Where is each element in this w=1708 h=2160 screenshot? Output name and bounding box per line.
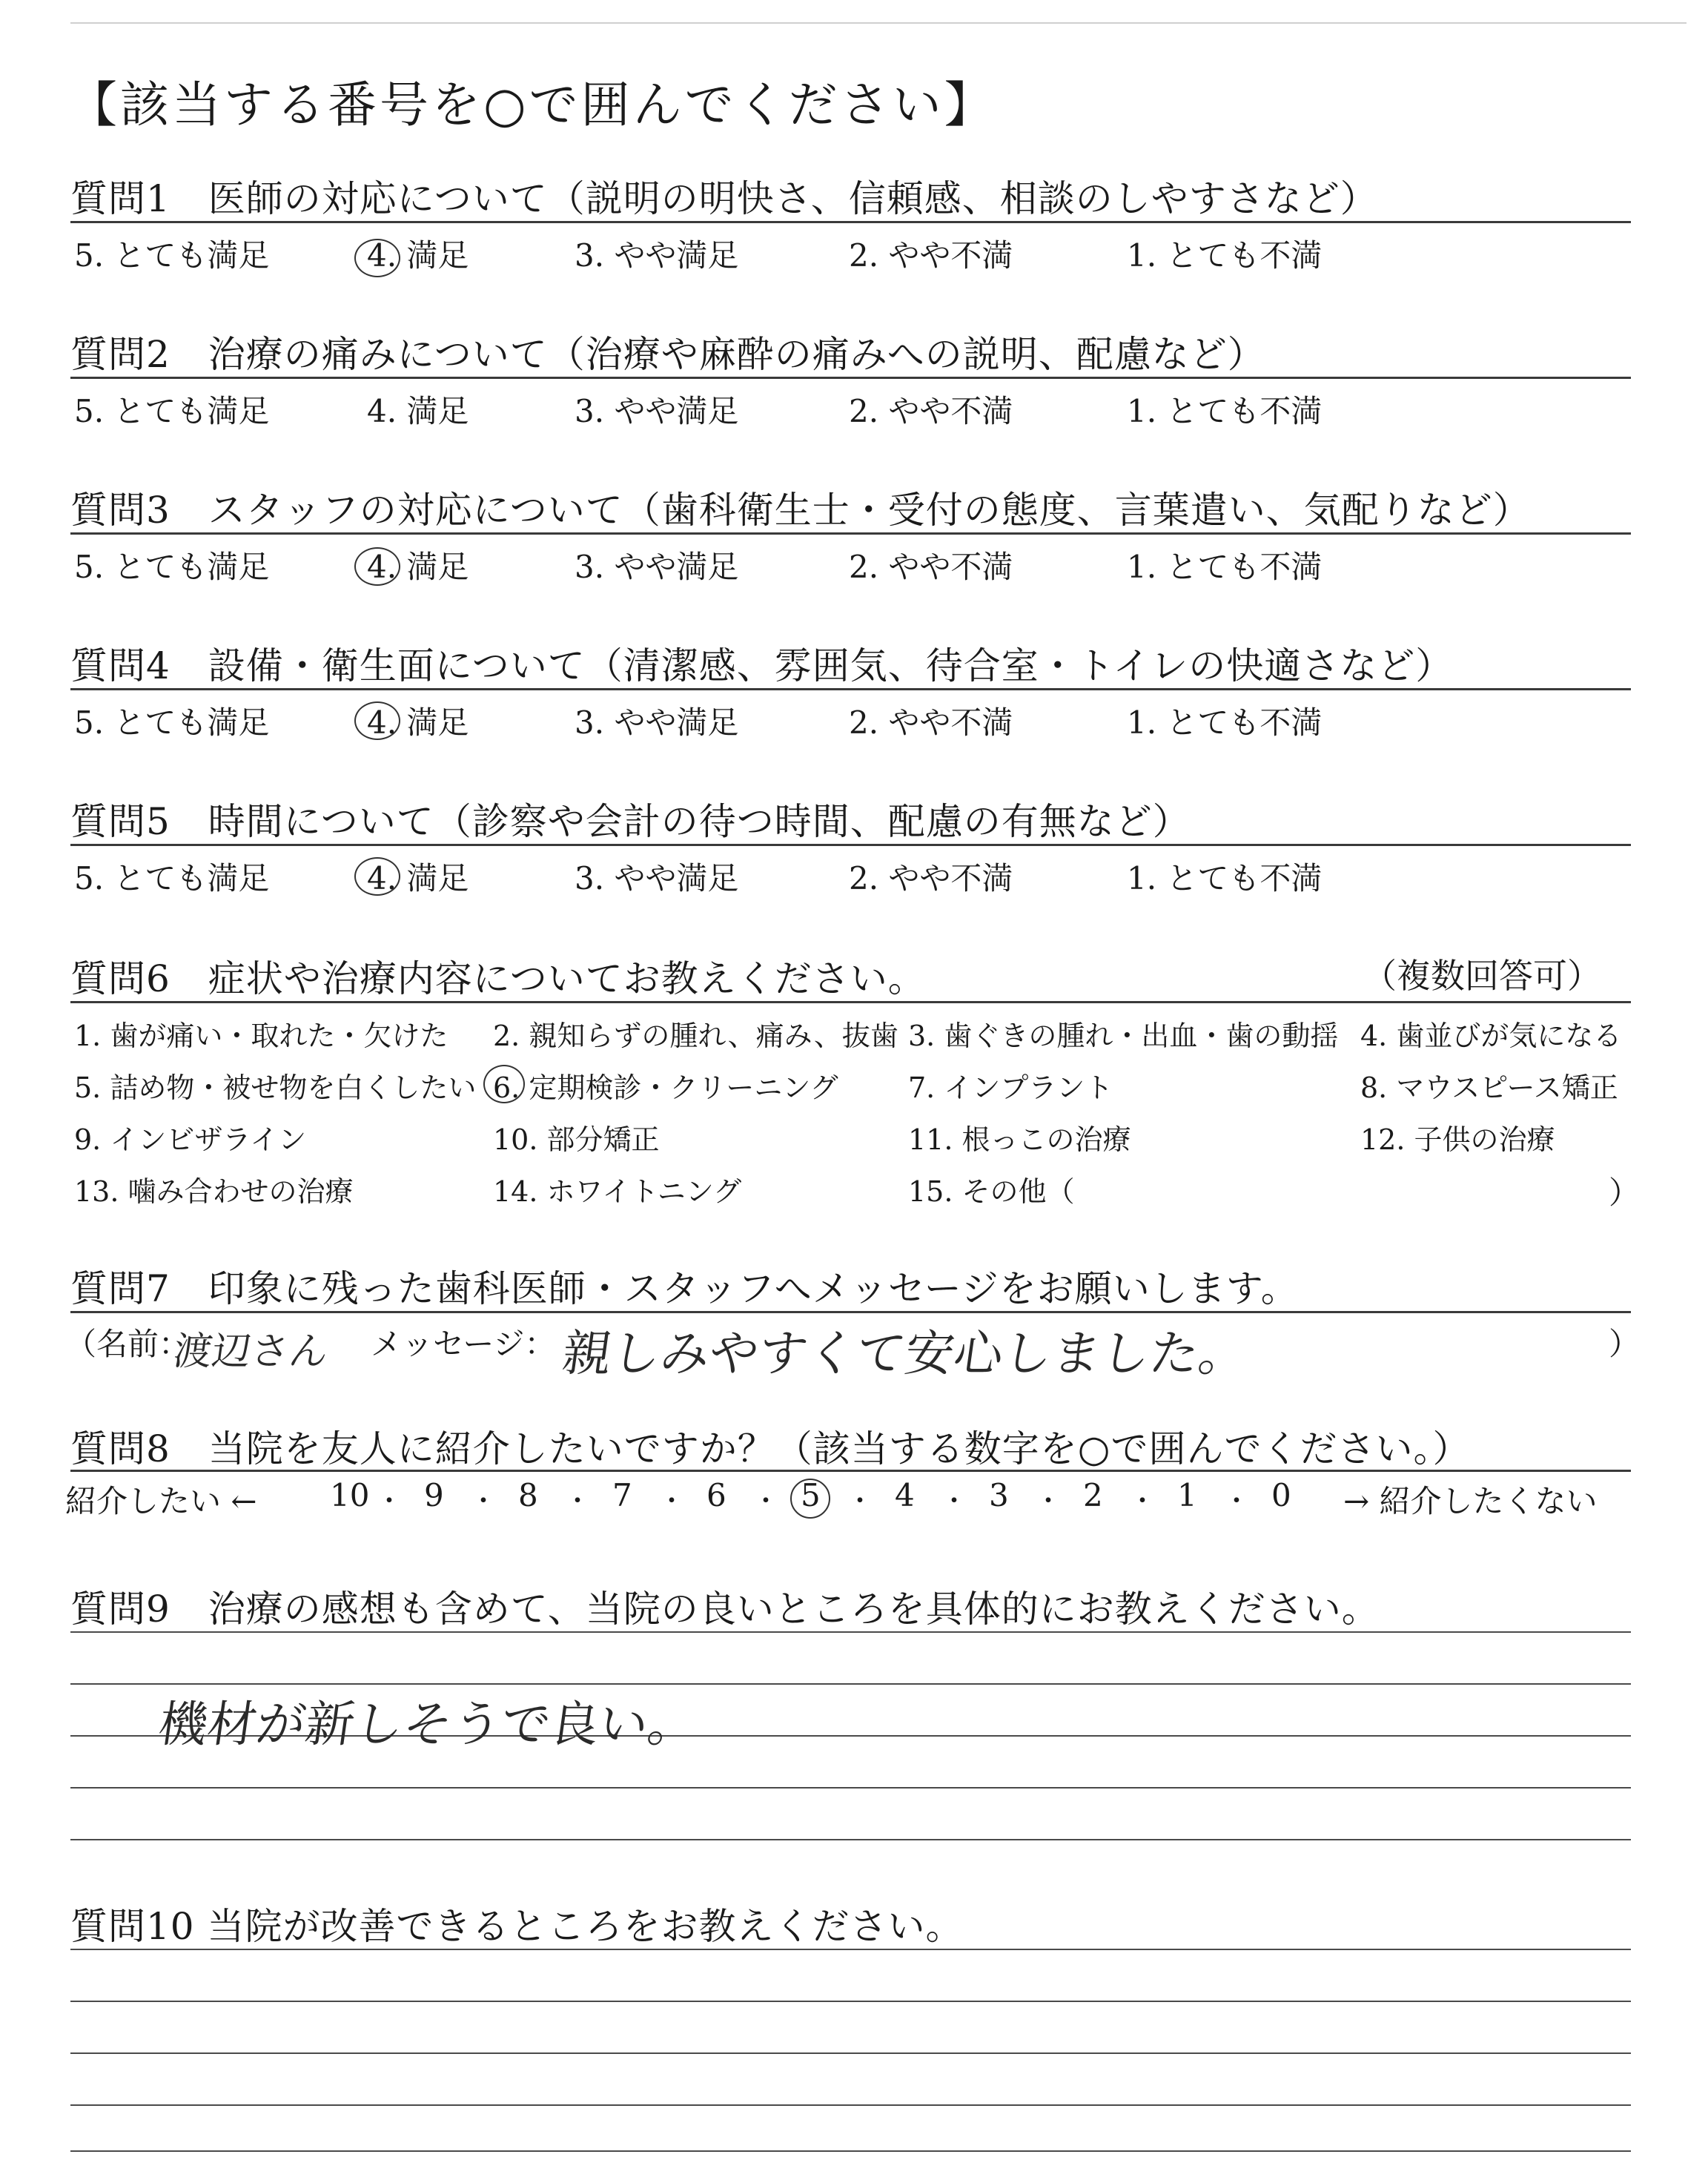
q4-rule bbox=[70, 688, 1631, 690]
q8-scale-3[interactable]: 3 bbox=[989, 1477, 1009, 1513]
q7-rule bbox=[70, 1311, 1631, 1313]
q10-line-4 bbox=[70, 2104, 1631, 2106]
q8-scale-separator: ・ bbox=[1129, 1486, 1156, 1516]
q6-option-7[interactable]: 7. インプラント bbox=[908, 1071, 1113, 1104]
q8-scale-1[interactable]: 1 bbox=[1177, 1477, 1197, 1513]
q1-option-2[interactable]: 2. やや不満 bbox=[849, 237, 1013, 274]
q10-line-1 bbox=[70, 1949, 1631, 1950]
q8-scale-separator: ・ bbox=[470, 1486, 497, 1516]
q1-heading: 質問1 医師の対応について（説明の明快さ、信頼感、相談のしやすさなど） bbox=[70, 177, 1378, 220]
q2-option-4[interactable]: 4. 満足 bbox=[367, 393, 469, 429]
q6-option-9[interactable]: 9. インビザライン bbox=[74, 1123, 307, 1156]
q8-heading: 質問8 当院を友人に紹介したいですか？（該当する数字を○で囲んでください。） bbox=[70, 1427, 1471, 1470]
q2-option-5[interactable]: 5. とても満足 bbox=[74, 393, 270, 429]
q8-scale-7[interactable]: 7 bbox=[612, 1477, 632, 1513]
q6-option-1[interactable]: 1. 歯が痛い・取れた・欠けた bbox=[74, 1020, 448, 1052]
q6-option-6[interactable]: 6. 定期検診・クリーニング bbox=[493, 1071, 838, 1104]
q1-option-1[interactable]: 1. とても不満 bbox=[1127, 237, 1323, 274]
q6-selection-circle bbox=[483, 1065, 525, 1103]
q3-selection-circle bbox=[354, 547, 400, 586]
q3-rule bbox=[70, 532, 1631, 535]
q9-line-4 bbox=[70, 1787, 1631, 1789]
q6-option-5[interactable]: 5. 詰め物・被せ物を白くしたい bbox=[74, 1071, 477, 1104]
q8-scale-0[interactable]: 0 bbox=[1271, 1477, 1291, 1513]
q10-line-2 bbox=[70, 2001, 1631, 2002]
q1-option-3[interactable]: 3. やや満足 bbox=[575, 237, 739, 274]
q2-heading: 質問2 治療の痛みについて（治療や麻酔の痛みへの説明、配慮など） bbox=[70, 333, 1265, 376]
q5-selection-circle bbox=[354, 857, 400, 896]
q4-option-4[interactable]: 4. 満足 bbox=[367, 704, 469, 741]
q5-option-2[interactable]: 2. やや不満 bbox=[849, 860, 1013, 896]
q4-option-2[interactable]: 2. やや不満 bbox=[849, 704, 1013, 741]
q7-close-paren: ） bbox=[1609, 1326, 1641, 1362]
q8-selection-circle bbox=[790, 1479, 830, 1519]
q7-message-handwriting[interactable]: 親しみやすくて安心しました。 bbox=[558, 1325, 1252, 1382]
q3-option-1[interactable]: 1. とても不満 bbox=[1127, 549, 1323, 585]
q8-scale-separator: ・ bbox=[752, 1486, 780, 1516]
q5-option-4[interactable]: 4. 満足 bbox=[367, 860, 469, 896]
q3-heading: 質問3 スタッフの対応について（歯科衛生士・受付の態度、言葉遣い、気配りなど） bbox=[70, 489, 1531, 532]
q2-rule bbox=[70, 377, 1631, 379]
q9-heading: 質問9 治療の感想も含めて、当院の良いところを具体的にお教えください。 bbox=[70, 1588, 1380, 1631]
q7-heading: 質問7 印象に残った歯科医師・スタッフへメッセージをお願いします。 bbox=[70, 1267, 1299, 1310]
q6-option-3[interactable]: 3. 歯ぐきの腫れ・出血・歯の動揺 bbox=[908, 1020, 1339, 1052]
q10-line-3 bbox=[70, 2052, 1631, 2054]
q8-scale-separator: ・ bbox=[1223, 1486, 1251, 1516]
form-title: 【該当する番号を○で囲んでください】 bbox=[68, 76, 996, 133]
q2-option-2[interactable]: 2. やや不満 bbox=[849, 393, 1013, 429]
q3-option-3[interactable]: 3. やや満足 bbox=[575, 549, 739, 585]
q4-option-5[interactable]: 5. とても満足 bbox=[74, 704, 270, 741]
q8-scale-separator: ・ bbox=[658, 1486, 686, 1516]
q7-message-label: メッセージ： bbox=[371, 1326, 556, 1362]
q6-option-4[interactable]: 4. 歯並びが気になる bbox=[1360, 1020, 1622, 1052]
q10-heading: 質問10 当院が改善できるところをお教えください。 bbox=[70, 1905, 964, 1948]
q8-scale-separator: ・ bbox=[376, 1486, 403, 1516]
q4-selection-circle bbox=[354, 701, 400, 740]
q9-answer-handwriting[interactable]: 機材が新しそうで良い。 bbox=[154, 1696, 701, 1753]
q6-heading: 質問6 症状や治療内容についてお教えください。 bbox=[70, 957, 926, 1000]
q8-scale-10[interactable]: 10 bbox=[330, 1477, 370, 1513]
q9-line-1 bbox=[70, 1631, 1631, 1633]
q8-scale-separator: ・ bbox=[941, 1486, 968, 1516]
q1-option-4[interactable]: 4. 満足 bbox=[367, 237, 469, 274]
q6-option-11[interactable]: 11. 根っこの治療 bbox=[908, 1123, 1131, 1156]
q1-rule bbox=[70, 221, 1631, 223]
q8-rule bbox=[70, 1470, 1631, 1472]
q6-option-13[interactable]: 13. 噛み合わせの治療 bbox=[74, 1175, 354, 1208]
q5-option-5[interactable]: 5. とても満足 bbox=[74, 860, 270, 896]
q6-option-10[interactable]: 10. 部分矯正 bbox=[493, 1123, 660, 1156]
q4-option-3[interactable]: 3. やや満足 bbox=[575, 704, 739, 741]
q6-option-8[interactable]: 8. マウスピース矯正 bbox=[1360, 1071, 1618, 1104]
q1-selection-circle bbox=[354, 239, 400, 277]
q6-option-14[interactable]: 14. ホワイトニング bbox=[493, 1175, 742, 1208]
q6-option-2[interactable]: 2. 親知らずの腫れ、痛み、抜歯 bbox=[493, 1020, 898, 1052]
q3-option-4[interactable]: 4. 満足 bbox=[367, 549, 469, 585]
q8-scale-separator: ・ bbox=[847, 1486, 874, 1516]
q8-left-label: 紹介したい ← bbox=[65, 1483, 257, 1519]
q6-other-close-paren: ） bbox=[1609, 1175, 1641, 1211]
q5-option-3[interactable]: 3. やや満足 bbox=[575, 860, 739, 896]
q3-option-2[interactable]: 2. やや不満 bbox=[849, 549, 1013, 585]
q3-option-5[interactable]: 5. とても満足 bbox=[74, 549, 270, 585]
q8-scale-5[interactable]: 5 bbox=[801, 1477, 821, 1513]
q8-scale-6[interactable]: 6 bbox=[706, 1477, 726, 1513]
q8-scale-8[interactable]: 8 bbox=[518, 1477, 538, 1513]
q5-option-1[interactable]: 1. とても不満 bbox=[1127, 860, 1323, 896]
q8-scale-separator: ・ bbox=[1035, 1486, 1062, 1516]
q6-multiple-note: （複数回答可） bbox=[1363, 956, 1601, 996]
q8-scale-2[interactable]: 2 bbox=[1083, 1477, 1103, 1513]
q5-rule bbox=[70, 844, 1631, 846]
q8-right-label: → 紹介したくない bbox=[1343, 1483, 1598, 1519]
q8-scale-separator: ・ bbox=[564, 1486, 592, 1516]
q8-scale-9[interactable]: 9 bbox=[424, 1477, 444, 1513]
q7-name-label: （名前： bbox=[65, 1326, 191, 1362]
q8-scale-4[interactable]: 4 bbox=[895, 1477, 915, 1513]
top-border bbox=[70, 22, 1687, 24]
q6-rule bbox=[70, 1001, 1631, 1003]
q4-heading: 質問4 設備・衛生面について（清潔感、雰囲気、待合室・トイレの快適さなど） bbox=[70, 644, 1454, 687]
q6-option-15[interactable]: 15. その他（ bbox=[908, 1175, 1075, 1208]
q2-option-1[interactable]: 1. とても不満 bbox=[1127, 393, 1323, 429]
q10-line-5 bbox=[70, 2150, 1631, 2152]
q5-heading: 質問5 時間について（診察や会計の待つ時間、配慮の有無など） bbox=[70, 800, 1191, 843]
q1-option-5[interactable]: 5. とても満足 bbox=[74, 237, 270, 274]
q7-name-handwriting[interactable]: 渡辺さん bbox=[171, 1330, 331, 1374]
q9-line-5 bbox=[70, 1839, 1631, 1840]
q2-option-3[interactable]: 3. やや満足 bbox=[575, 393, 739, 429]
q4-option-1[interactable]: 1. とても不満 bbox=[1127, 704, 1323, 741]
q6-option-12[interactable]: 12. 子供の治療 bbox=[1360, 1123, 1555, 1156]
